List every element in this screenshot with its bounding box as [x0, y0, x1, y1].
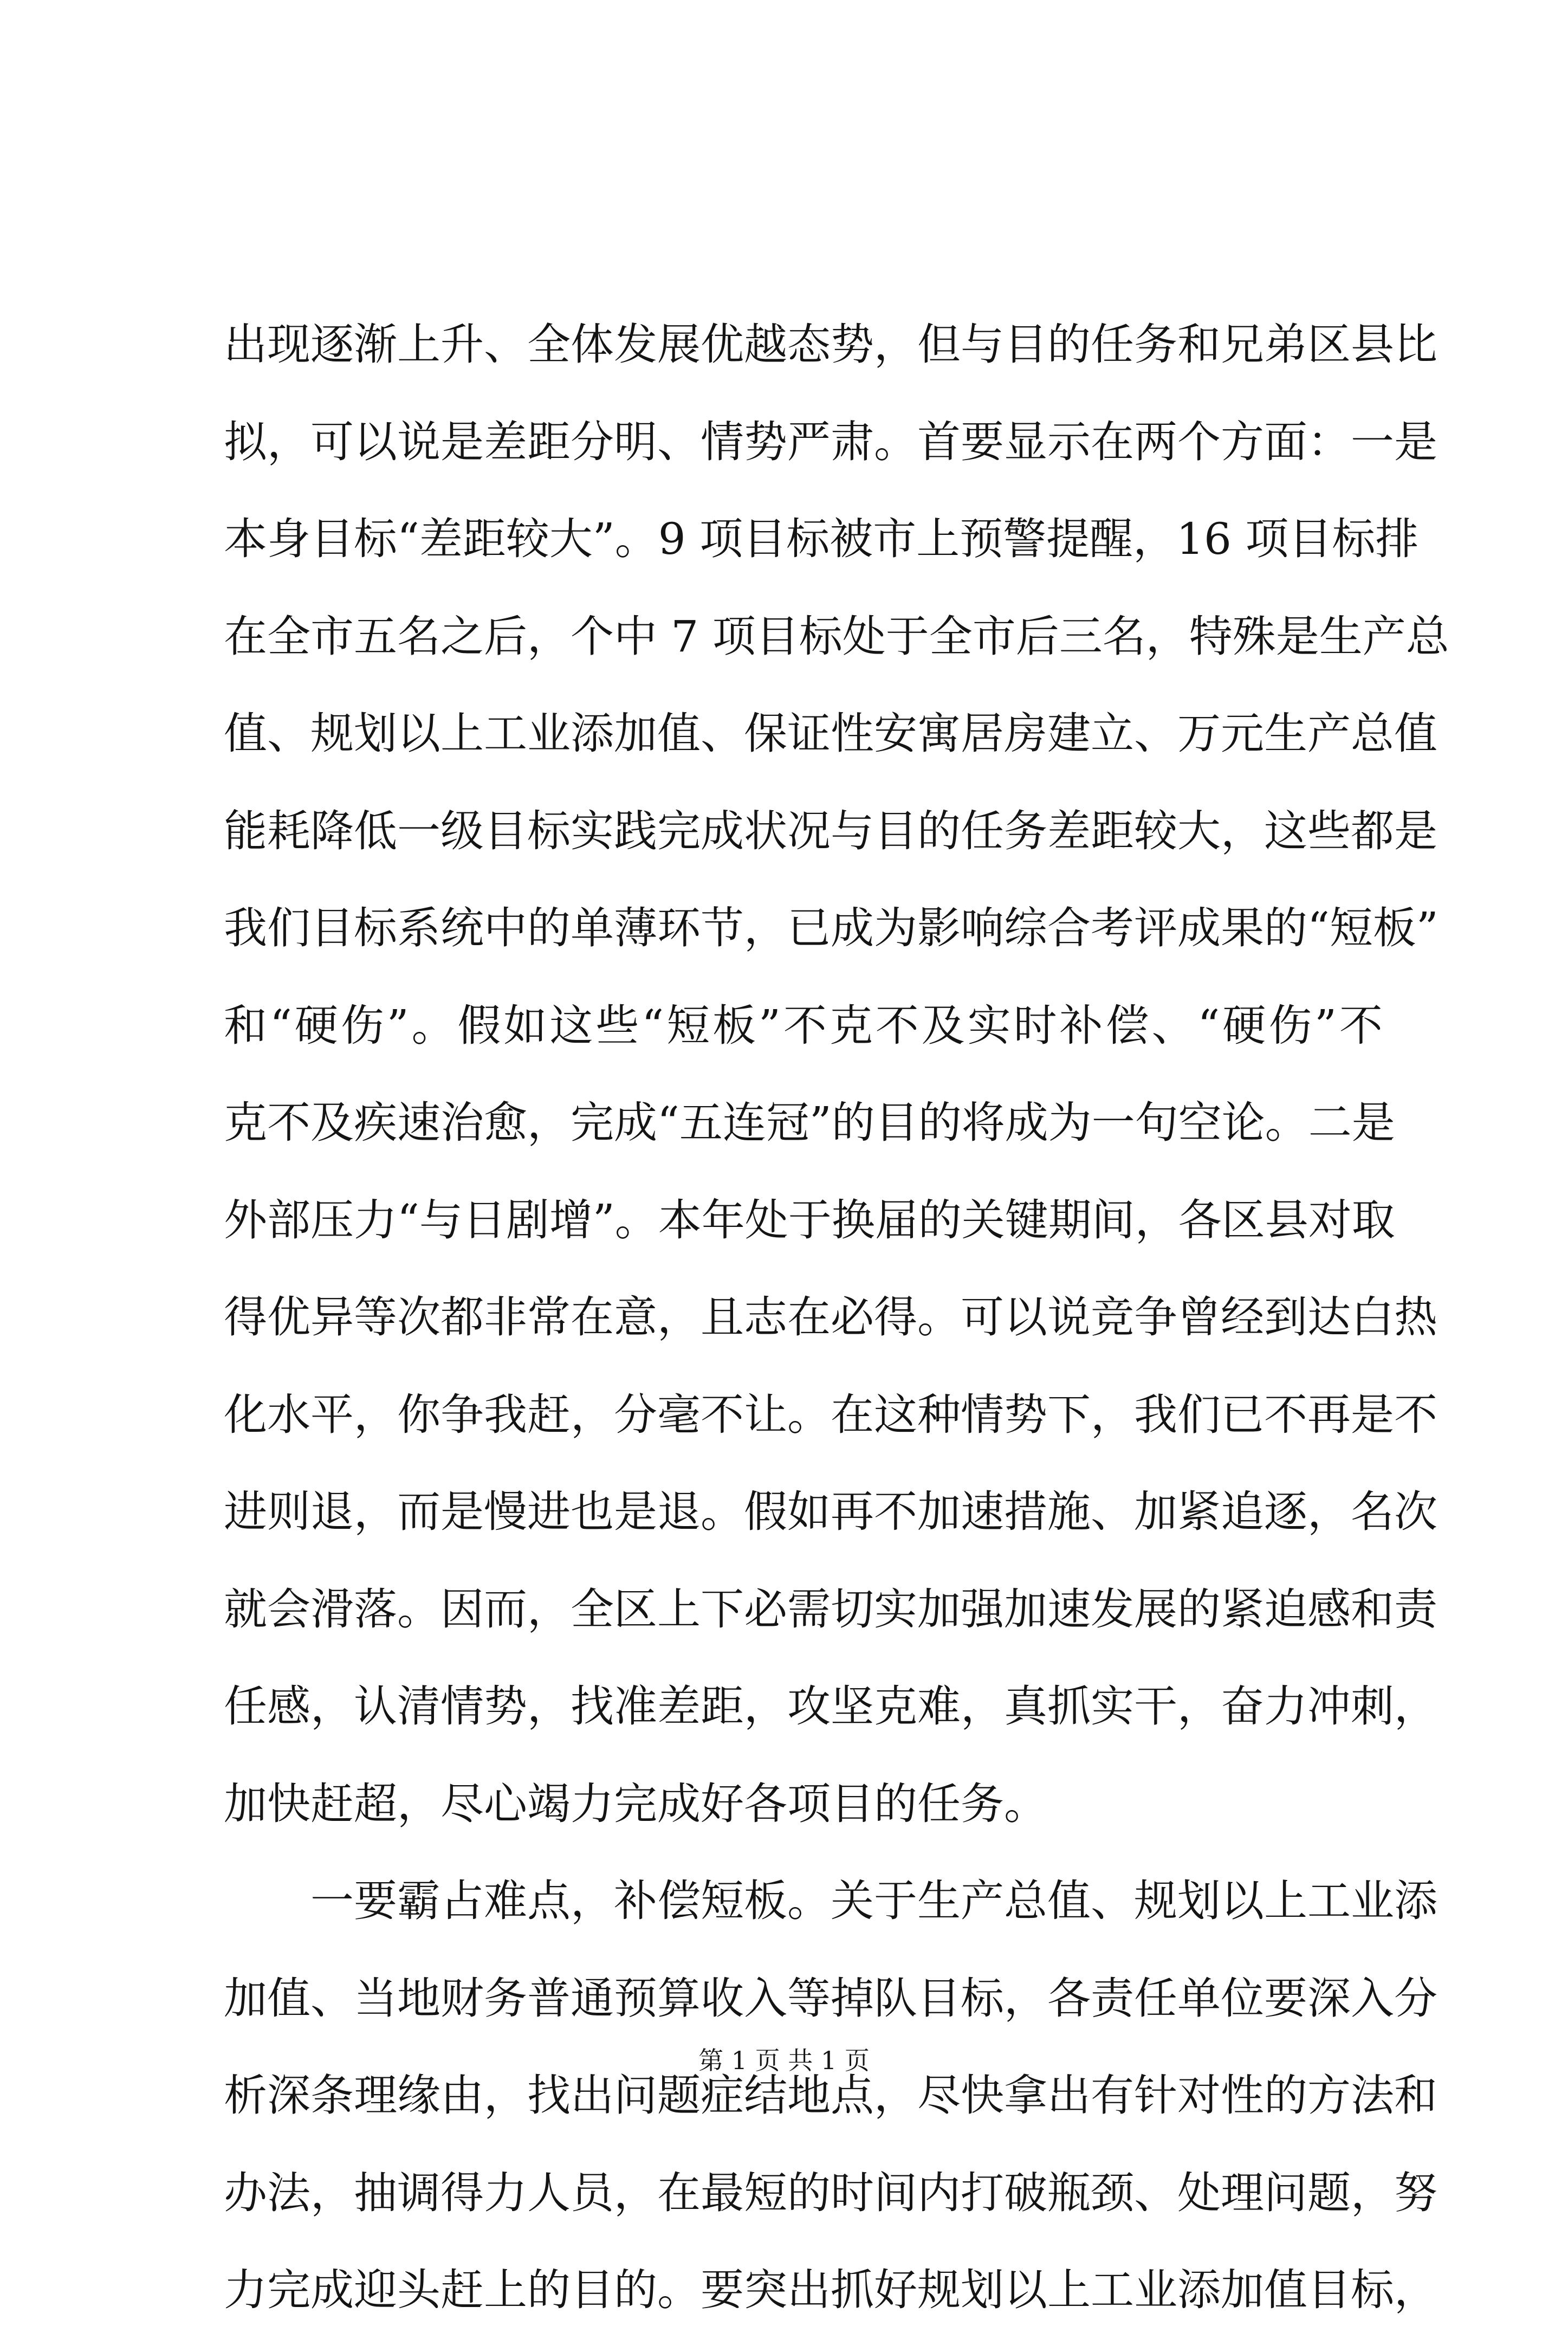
- page-number-label: 第 1 页 共 1 页: [698, 2046, 870, 2075]
- text-line: 加快赶超，尽心竭力完成好各项目的任务。: [224, 1778, 1047, 1829]
- text-line: 本身目标“差距较大”。9 项目标被市上预警提醒，16 项目标排: [224, 514, 1419, 564]
- text-line: 在全市五名之后，个中 7 项目标处于全市后三名，特殊是生产总: [224, 611, 1449, 662]
- text-line: 就会滑落。因而，全区上下必需切实加强加速发展的紧迫感和责: [224, 1584, 1437, 1634]
- text-line: 进则退，而是慢进也是退。假如再不加速措施、加紧追逐，名次: [224, 1487, 1437, 1537]
- document-body: [224, 296, 1449, 2339]
- page-footer: [0, 2044, 1568, 2077]
- text-line: 得优异等次都非常在意，且志在必得。可以说竞争曾经到达白热: [224, 1292, 1437, 1342]
- text-line: 能耗降低一级目标实践完成状况与目的任务差距较大，这些都是: [224, 805, 1437, 856]
- text-line: 值、规划以上工业添加值、保证性安寓居房建立、万元生产总值: [224, 708, 1437, 759]
- text-line: 拟，可以说是差距分明、情势严肃。首要显示在两个方面：一是: [224, 416, 1437, 467]
- paragraph-first-line: 一要霸占难点，补偿短板。关于生产总值、规划以上工业添: [310, 1876, 1437, 1926]
- text-line: 我们目标系统中的单薄环节，已成为影响综合考评成果的“短板”: [224, 903, 1439, 953]
- text-line: 外部压力“与日剧增”。本年处于换届的关键期间，各区县对取: [224, 1194, 1395, 1245]
- text-line: 力完成迎头赶上的目的。要突出抓好规划以上工业添加值目标，: [224, 2265, 1437, 2315]
- text-line: 化水平，你争我赶，分毫不让。在这种情势下，我们已不再是不: [224, 1389, 1437, 1440]
- text-line: 任感，认清情势，找准差距，攻坚克难，真抓实干，奋力冲刺，: [224, 1681, 1437, 1731]
- text-line: 析深条理缘由，找出问题症结地点，尽快拿出有针对性的方法和: [224, 2070, 1437, 2121]
- text-line: 办法，抽调得力人员，在最短的时间内打破瓶颈、处理问题，努: [224, 2167, 1437, 2218]
- text-line: 克不及疾速治愈，完成“五连冠”的目的将成为一句空论。二是: [224, 1097, 1395, 1148]
- text-line: 出现逐渐上升、全体发展优越态势，但与目的任务和兄弟区县比: [224, 319, 1437, 370]
- text-line: 加值、当地财务普通预算收入等掉队目标，各责任单位要深入分: [224, 1973, 1437, 2024]
- text-line: 和“硬伤”。假如这些“短板”不克不及实时补偿、“硬伤”不: [224, 1000, 1383, 1051]
